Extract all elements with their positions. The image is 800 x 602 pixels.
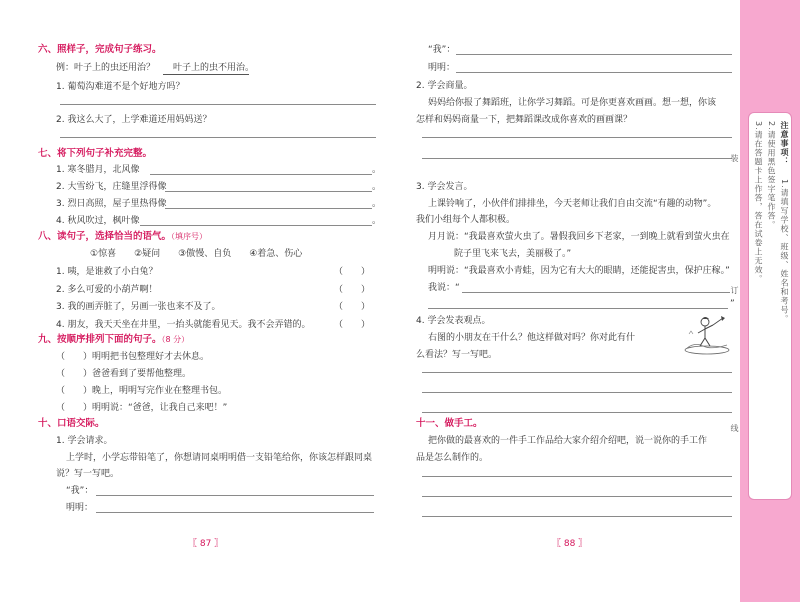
- section-7-item-3: 3. 烈日高照，屋子里热得像: [56, 199, 167, 209]
- answer-line[interactable]: [422, 516, 732, 517]
- fill-line[interactable]: [150, 174, 372, 175]
- section-7-item-2: 2. 大雪纷飞，庄缝里浮得像: [56, 182, 167, 192]
- answer-line[interactable]: [60, 137, 376, 138]
- answer-line[interactable]: [456, 72, 732, 73]
- section-6-q1: 1. 葡萄沟难道不是个好地方吗？: [56, 82, 185, 92]
- answer-paren[interactable]: （ ）: [334, 285, 371, 295]
- answer-line[interactable]: [456, 54, 732, 55]
- section-9-item-3[interactable]: （ ）晚上，明明写完作业在整理书包。: [56, 386, 228, 396]
- sidebar: [740, 0, 800, 602]
- period: 。: [372, 199, 382, 209]
- section-9-item-4[interactable]: （ ）明明说：“爸爸，让我自己来吧！”: [56, 403, 228, 413]
- q3-yueyue-2: 院子里飞来飞去，美丽极了。”: [454, 249, 572, 259]
- q3-text-2: 我们小组每个人都积极。: [416, 215, 516, 225]
- q4-text-1: 右图的小朋友在干什么？他这样做对吗？你对此有什: [428, 333, 636, 343]
- notes-line-3: 3.请在答题卡上作答，答在试卷上无效。: [754, 121, 763, 284]
- q3-text-1: 上课铃响了，小伙伴们排排坐，今天老师让我们自由交流“有趣的动物”。: [428, 199, 717, 209]
- section-10-heading: 十、口语交际。: [38, 418, 105, 429]
- q3-title: 3. 学会发言。: [416, 182, 473, 192]
- section-10-q1: 1. 学会请求。: [56, 436, 113, 446]
- section-8-note: （填序号）: [171, 232, 208, 241]
- fill-line[interactable]: [165, 208, 372, 209]
- section-9-item-2[interactable]: （ ）爸爸看到了要帮他整理。: [56, 369, 192, 379]
- fill-line[interactable]: [140, 225, 372, 226]
- section-7-item-1: 1. 寒冬腊月，北风像: [56, 165, 140, 175]
- section-11-text-1: 把你做的最喜欢的一件手工作品给大家介绍介绍吧，说一说你的手工作: [428, 436, 708, 446]
- me-label: “我”：: [428, 45, 456, 55]
- mingming-label: 明明：: [66, 503, 94, 513]
- section-9-note: （8 分）: [161, 335, 190, 344]
- q2-text-1: 妈妈给你报了舞蹈班，让你学习舞蹈。可是你更喜欢画画。想一想，你该: [428, 98, 717, 108]
- section-8-heading: [38, 231, 207, 243]
- section-9-item-1[interactable]: （ ）明明把书包整理好才去休息。: [56, 352, 210, 362]
- answer-line[interactable]: [60, 104, 376, 105]
- section-9-heading: [38, 334, 189, 346]
- period: 。: [372, 216, 382, 226]
- answer-line[interactable]: [462, 292, 730, 293]
- period: 。: [372, 182, 382, 192]
- example-underline: [163, 74, 249, 75]
- right-page: [400, 0, 740, 602]
- answer-paren[interactable]: （ ）: [334, 302, 371, 312]
- period: 。: [372, 165, 382, 175]
- binding-mark-2: 订: [730, 286, 739, 294]
- mingming-label: 明明：: [428, 63, 456, 73]
- page-number-88: 〖 88 〗: [552, 539, 588, 549]
- section-11-heading: 十一、做手工。: [416, 418, 483, 429]
- q4-text-2: 么看法？写一写吧。: [416, 350, 498, 360]
- page-number-87: 〖 87 〗: [188, 539, 224, 549]
- notes-title: 注意事项：: [780, 121, 789, 166]
- q2-title: 2. 学会商量。: [416, 81, 473, 91]
- section-6-q2: 2. 我这么大了，上学难道还用妈妈送？: [56, 115, 212, 125]
- binding-mark-1: 装: [730, 154, 739, 162]
- answer-paren[interactable]: （ ）: [334, 320, 371, 330]
- notes-line-1: 1.请填写学校、班级、姓名和考号。: [780, 179, 789, 324]
- section-8-item-1: 1. 咦，是谁救了小白兔？: [56, 267, 158, 277]
- section-8-item-3: 3. 我的画弄脏了，另画一张也来不及了。: [56, 302, 221, 312]
- q4-title: 4. 学会发表观点。: [416, 316, 491, 326]
- section-7-heading: 七、将下列句子补充完整。: [38, 148, 153, 159]
- q3-mingming: 明明说：“我最喜欢小青蛙，因为它有大大的眼睛，还能捉害虫，保护庄稼。”: [428, 266, 730, 276]
- q2-text-2: 怎样和妈妈商量一下，把舞蹈课改成你喜欢的画画课？: [416, 115, 633, 125]
- answer-line[interactable]: [422, 412, 732, 413]
- section-7-item-4: 4. 秋风吹过，枫叶像: [56, 216, 140, 226]
- section-10-q1-text-1: 上学时，小学忘带铅笔了，你想请同桌明明借一支铅笔给你，你该怎样跟同桌: [66, 453, 373, 463]
- answer-line[interactable]: [428, 308, 728, 309]
- me-label: “我”：: [66, 486, 94, 496]
- child-illustration: [683, 312, 731, 356]
- answer-line[interactable]: [96, 495, 374, 496]
- section-6-example: 例：叶子上的虫还用治？ 叶子上的虫不用治。: [56, 63, 255, 73]
- answer-line[interactable]: [422, 496, 732, 497]
- answer-line[interactable]: [422, 372, 732, 373]
- notes-box: [748, 112, 792, 500]
- q3-yueyue-1: 月月说：“我最喜欢萤火虫了。暑假我回乡下老家，一到晚上就看到萤火虫在: [428, 232, 730, 242]
- answer-paren[interactable]: （ ）: [334, 267, 371, 277]
- section-9-title: 九、按顺序排列下面的句子。: [38, 334, 162, 345]
- section-8-item-4: 4. 朋友，我天天坐在井里，一抬头就能看见天。我不会弄错的。: [56, 320, 311, 330]
- answer-line[interactable]: [422, 476, 732, 477]
- binding-mark-3: 线: [730, 424, 739, 432]
- section-8-item-2: 2. 多么可爱的小葫芦啊！: [56, 285, 158, 295]
- section-6-heading: 六、照样子，完成句子练习。: [38, 44, 162, 55]
- answer-line[interactable]: [422, 392, 732, 393]
- notes-line-2: 2.请使用黑色签字笔作答。: [767, 121, 776, 230]
- answer-line[interactable]: [422, 137, 732, 138]
- section-10-q1-text-2: 说？写一写吧。: [56, 469, 120, 479]
- section-8-options: ①惊喜 ②疑问 ③傲慢、自负 ④着急、伤心: [90, 249, 303, 259]
- section-8-title: 八、读句子，选择恰当的语气。: [38, 231, 172, 242]
- fill-line[interactable]: [165, 191, 372, 192]
- closing-quote: ”: [730, 299, 735, 309]
- answer-line[interactable]: [422, 158, 732, 159]
- section-11-text-2: 品是怎么制作的。: [416, 453, 489, 463]
- q3-me: 我说：“: [428, 283, 460, 293]
- answer-line[interactable]: [96, 512, 374, 513]
